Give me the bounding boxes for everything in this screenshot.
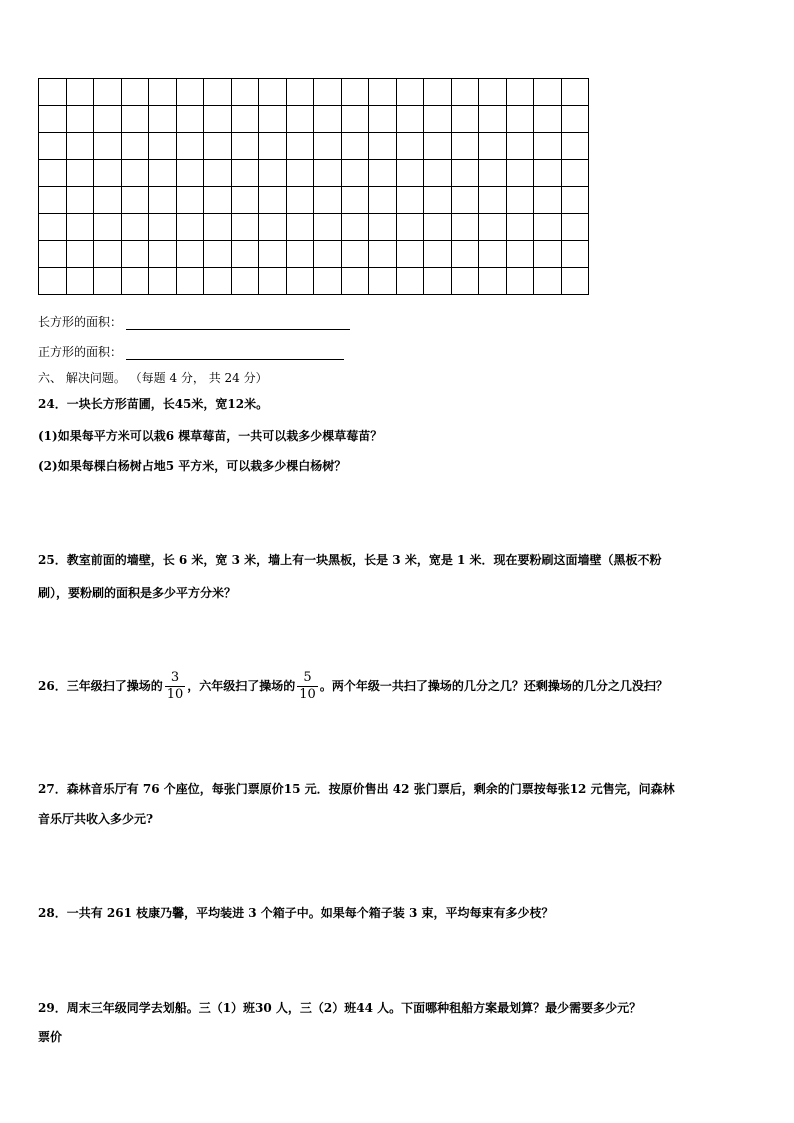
rect-area-blank[interactable]: [126, 317, 350, 330]
grid-cell: [341, 187, 369, 214]
q27-line2: 音乐厅共收入多少元?: [38, 812, 154, 826]
grid-cell: [149, 187, 177, 214]
grid-cell: [204, 187, 232, 214]
grid-cell: [204, 79, 232, 106]
grid-cell: [506, 268, 534, 295]
grid-cell: [341, 133, 369, 160]
grid-cell: [396, 187, 424, 214]
grid-cell: [66, 241, 94, 268]
grid-row: [39, 187, 589, 214]
grid-cell: [286, 79, 314, 106]
grid-cell: [121, 241, 149, 268]
grid-cell: [424, 160, 452, 187]
grid-cell: [149, 268, 177, 295]
fraction-5-10: [297, 670, 318, 703]
grid-cell: [506, 160, 534, 187]
grid-cell: [121, 268, 149, 295]
grid-cell: [451, 106, 479, 133]
grid-cell: [149, 241, 177, 268]
grid-cell: [259, 160, 287, 187]
grid-cell: [259, 214, 287, 241]
grid-cell: [396, 133, 424, 160]
grid-cell: [314, 241, 342, 268]
grid-cell: [39, 106, 67, 133]
grid-cell: [231, 241, 259, 268]
grid-cell: [341, 241, 369, 268]
grid-cell: [396, 106, 424, 133]
grid-cell: [149, 160, 177, 187]
grid-cell: [479, 268, 507, 295]
grid-cell: [176, 133, 204, 160]
frac1-denominator: 10: [166, 687, 184, 702]
grid-cell: [424, 187, 452, 214]
grid-cell: [149, 133, 177, 160]
grid-cell: [66, 79, 94, 106]
frac2-numerator: 5: [297, 670, 318, 687]
q26-part-a: 26．三年级扫了操场的: [38, 679, 163, 693]
grid-cell: [259, 268, 287, 295]
grid-cell: [534, 106, 562, 133]
grid-cell: [396, 268, 424, 295]
grid-cell: [451, 187, 479, 214]
grid-cell: [479, 241, 507, 268]
grid-cell: [341, 160, 369, 187]
grid-cell: [424, 214, 452, 241]
grid-cell: [204, 133, 232, 160]
q29-text: 29．周末三年级同学去划船。三（1）班30 人，三（2）班44 人。下面哪种租船方案最划算？最少需要多少元？: [38, 1001, 642, 1015]
grid-cell: [286, 106, 314, 133]
grid-cell: [39, 160, 67, 187]
section-title: 六、 解决问题。 （每题 4 分， 共 24 分）: [38, 371, 268, 385]
grid-cell: [479, 187, 507, 214]
grid-cell: [259, 79, 287, 106]
grid-cell: [369, 187, 397, 214]
grid-cell: [424, 79, 452, 106]
grid-cell: [369, 241, 397, 268]
grid-cell: [314, 187, 342, 214]
grid-cell: [94, 133, 122, 160]
grid-row: [39, 133, 589, 160]
grid-cell: [259, 241, 287, 268]
grid-row: [39, 79, 589, 106]
grid-cell: [314, 214, 342, 241]
grid-cell: [66, 187, 94, 214]
grid-cell: [204, 214, 232, 241]
grid-cell: [424, 241, 452, 268]
square-area-label: 正方形的面积：: [38, 345, 123, 359]
grid-cell: [286, 214, 314, 241]
grid-cell: [506, 187, 534, 214]
grid-cell: [479, 106, 507, 133]
q24-part2: (2)如果每棵白杨树占地5 平方米，可以栽多少棵白杨树？: [38, 459, 347, 473]
grid-row: [39, 106, 589, 133]
grid-cell: [314, 133, 342, 160]
grid-cell: [561, 268, 589, 295]
grid-cell: [479, 214, 507, 241]
grid-cell: [121, 133, 149, 160]
grid-cell: [561, 106, 589, 133]
grid-cell: [204, 268, 232, 295]
grid-cell: [534, 268, 562, 295]
grid-cell: [451, 79, 479, 106]
grid-cell: [341, 214, 369, 241]
grid-cell: [286, 160, 314, 187]
grid-cell: [561, 160, 589, 187]
grid-cell: [561, 187, 589, 214]
q28-text: 28．一共有 261 枝康乃馨，平均装进 3 个箱子中。如果每个箱子装 3 束，平均每束有多少枝？: [38, 906, 554, 920]
grid-cell: [176, 268, 204, 295]
grid-cell: [231, 187, 259, 214]
grid-cell: [94, 106, 122, 133]
grid-cell: [451, 268, 479, 295]
grid-cell: [479, 133, 507, 160]
grid-cell: [39, 268, 67, 295]
grid-cell: [176, 106, 204, 133]
grid-cell: [534, 133, 562, 160]
grid-row: [39, 241, 589, 268]
grid-cell: [314, 268, 342, 295]
grid-cell: [94, 214, 122, 241]
grid-row: [39, 268, 589, 295]
grid-cell: [396, 214, 424, 241]
grid-cell: [231, 133, 259, 160]
grid-cell: [506, 79, 534, 106]
grid-cell: [424, 268, 452, 295]
grid-cell: [176, 241, 204, 268]
q24-part1: (1)如果每平方米可以栽6 棵草莓苗，一共可以栽多少棵草莓苗？: [38, 429, 383, 443]
grid-cell: [66, 160, 94, 187]
frac2-denominator: 10: [299, 687, 316, 702]
grid-cell: [231, 106, 259, 133]
grid-cell: [121, 79, 149, 106]
grid-cell: [314, 79, 342, 106]
grid-cell: [176, 214, 204, 241]
frac1-numerator: 3: [165, 670, 186, 687]
grid-cell: [259, 187, 287, 214]
grid-cell: [149, 106, 177, 133]
grid-cell: [314, 160, 342, 187]
grid-cell: [176, 160, 204, 187]
grid-cell: [39, 79, 67, 106]
grid-cell: [451, 214, 479, 241]
grid-cell: [506, 241, 534, 268]
grid-cell: [561, 214, 589, 241]
grid-cell: [369, 160, 397, 187]
grid-cell: [121, 214, 149, 241]
grid-cell: [259, 133, 287, 160]
grid-cell: [286, 133, 314, 160]
grid-cell: [534, 187, 562, 214]
grid-cell: [396, 79, 424, 106]
grid-cell: [259, 106, 287, 133]
grid-cell: [534, 214, 562, 241]
grid-cell: [66, 268, 94, 295]
grid-cell: [94, 160, 122, 187]
grid-cell: [231, 268, 259, 295]
grid-cell: [314, 106, 342, 133]
grid-cell: [149, 79, 177, 106]
grid-cell: [369, 106, 397, 133]
grid-cell: [424, 133, 452, 160]
graph-grid: [38, 78, 589, 295]
square-area-answer: [38, 344, 344, 360]
grid-cell: [286, 187, 314, 214]
q24-stem: 24．一块长方形苗圃，长45米，宽12米。: [38, 397, 269, 411]
grid-cell: [369, 214, 397, 241]
grid-cell: [231, 214, 259, 241]
grid-cell: [451, 133, 479, 160]
grid-cell: [94, 268, 122, 295]
grid-cell: [39, 241, 67, 268]
grid-cell: [204, 241, 232, 268]
grid-cell: [479, 160, 507, 187]
rect-area-label: 长方形的面积：: [38, 315, 123, 329]
grid-cell: [121, 187, 149, 214]
grid-cell: [176, 79, 204, 106]
grid-cell: [369, 79, 397, 106]
grid-cell: [176, 187, 204, 214]
q26-part-b: ，六年级扫了操场的: [187, 679, 296, 693]
q27-line1: 27．森林音乐厅有 76 个座位，每张门票原价15 元．按原价售出 42 张门票后，剩余的门票按每张12 元售完，问森林: [38, 782, 675, 796]
grid-cell: [204, 106, 232, 133]
grid-cell: [534, 79, 562, 106]
grid-cell: [561, 79, 589, 106]
grid-cell: [94, 187, 122, 214]
q26: [38, 670, 668, 703]
grid-cell: [149, 214, 177, 241]
grid-row: [39, 160, 589, 187]
grid-cell: [369, 268, 397, 295]
q29-ticket-label: 票价: [38, 1030, 63, 1044]
q25-line2: 刷），要粉刷的面积是多少平方分米？: [38, 586, 237, 600]
grid-cell: [341, 79, 369, 106]
grid-cell: [561, 241, 589, 268]
grid-cell: [39, 187, 67, 214]
grid-cell: [534, 160, 562, 187]
grid-cell: [506, 133, 534, 160]
grid-cell: [479, 79, 507, 106]
grid-cell: [451, 241, 479, 268]
grid-cell: [451, 160, 479, 187]
grid-cell: [121, 160, 149, 187]
grid-cell: [341, 106, 369, 133]
grid-cell: [231, 79, 259, 106]
grid-cell: [506, 214, 534, 241]
fraction-3-10: [165, 670, 186, 703]
grid-cell: [66, 214, 94, 241]
rect-area-answer: [38, 314, 350, 330]
grid-cell: [94, 79, 122, 106]
grid-cell: [286, 268, 314, 295]
grid-cell: [94, 241, 122, 268]
square-area-blank[interactable]: [126, 347, 344, 360]
grid-cell: [39, 133, 67, 160]
grid-cell: [424, 106, 452, 133]
grid-cell: [506, 106, 534, 133]
q26-part-c: 。两个年级一共扫了操场的几分之几？还剩操场的几分之几没扫？: [319, 679, 668, 693]
grid-cell: [204, 160, 232, 187]
grid-row: [39, 214, 589, 241]
grid-cell: [231, 160, 259, 187]
grid-cell: [286, 241, 314, 268]
grid-cell: [341, 268, 369, 295]
q25-line1: 25．教室前面的墙壁，长 6 米，宽 3 米，墙上有一块黑板，长是 3 米，宽是 1 米．现在要粉刷这面墙壁（黑板不粉: [38, 553, 662, 567]
grid-cell: [39, 214, 67, 241]
grid-cell: [66, 133, 94, 160]
grid-cell: [369, 133, 397, 160]
grid-cell: [66, 106, 94, 133]
grid-cell: [561, 133, 589, 160]
grid-cell: [534, 241, 562, 268]
grid-cell: [121, 106, 149, 133]
grid-cell: [396, 241, 424, 268]
grid-cell: [396, 160, 424, 187]
